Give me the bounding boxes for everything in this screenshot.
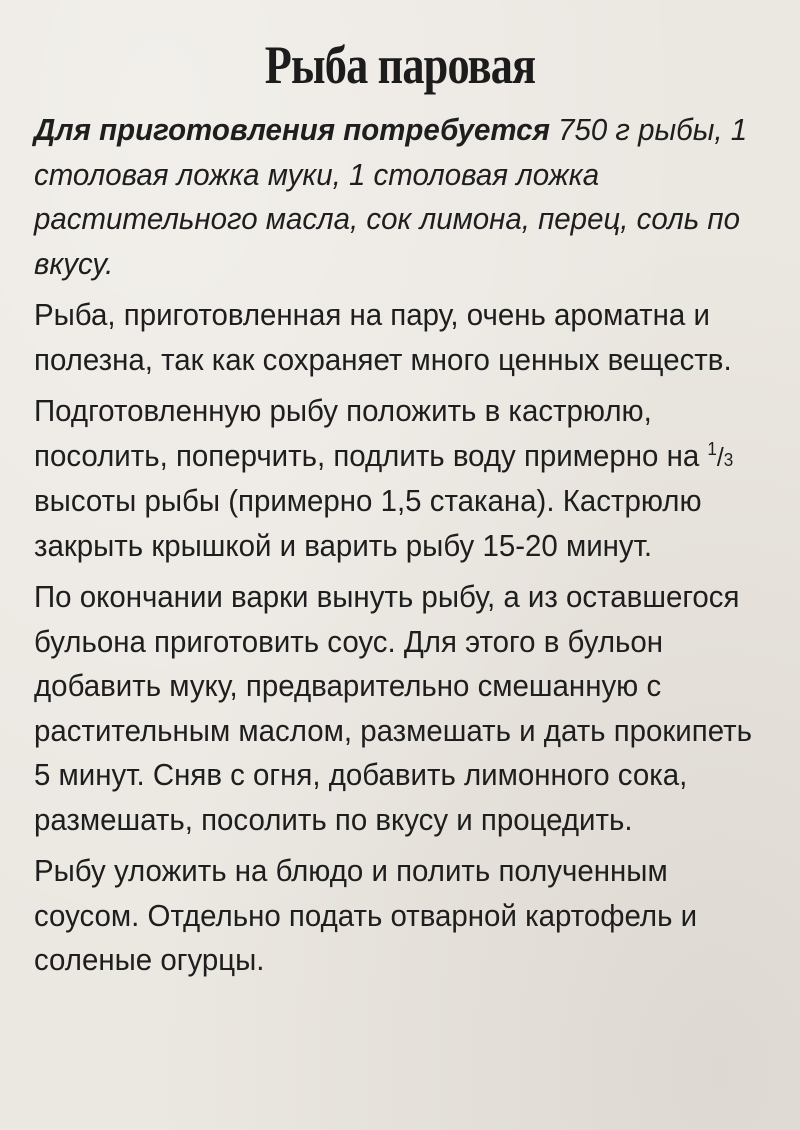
ingredients-paragraph (34, 108, 756, 286)
intro-paragraph: Рыба, приготовленная на пару, очень ароматна и полезна, так как сохраняет много ценных веществ. (34, 297, 732, 377)
fraction-denominator: 3 (723, 449, 734, 470)
fraction-numerator: 1 (707, 438, 717, 459)
fraction-slash: / (716, 441, 724, 472)
step-paragraph-1 (34, 389, 756, 568)
ingredients-lead: Для приготовления потребуется (34, 112, 550, 147)
ingredients-list: 750 г рыбы, 1 столовая ложка муки, 1 столовая ложка растительного масла, сок лимона, перец, соль по вкусу. (34, 112, 748, 281)
step1-text-part2: высоты рыбы (примерно 1,5 стакана). Кастрюлю закрыть крышкой и варить рыбу 15-20 минут. (34, 483, 702, 563)
recipe-body (34, 108, 756, 990)
recipe-title: Рыба паровая (264, 35, 536, 95)
step1-text-part1: Подготовленную рыбу положить в кастрюлю, посолить, поперчить, подлить воду примерно на (34, 393, 708, 473)
step-paragraph-2: По окончании варки вынуть рыбу, а из оставшегося бульона приготовить соус. Для этого в бульон добавить муку, предварительно смешанную с растительным маслом, размешать и дать прокипеть 5 минут. Сняв с огня, добавить лимонного сока, размешать, посолить по вкусу и процедить. (34, 579, 752, 837)
step-paragraph-3: Рыбу уложить на блюдо и полить полученным соусом. Отдельно подать отварной картофель и соленые огурцы. (34, 853, 698, 977)
